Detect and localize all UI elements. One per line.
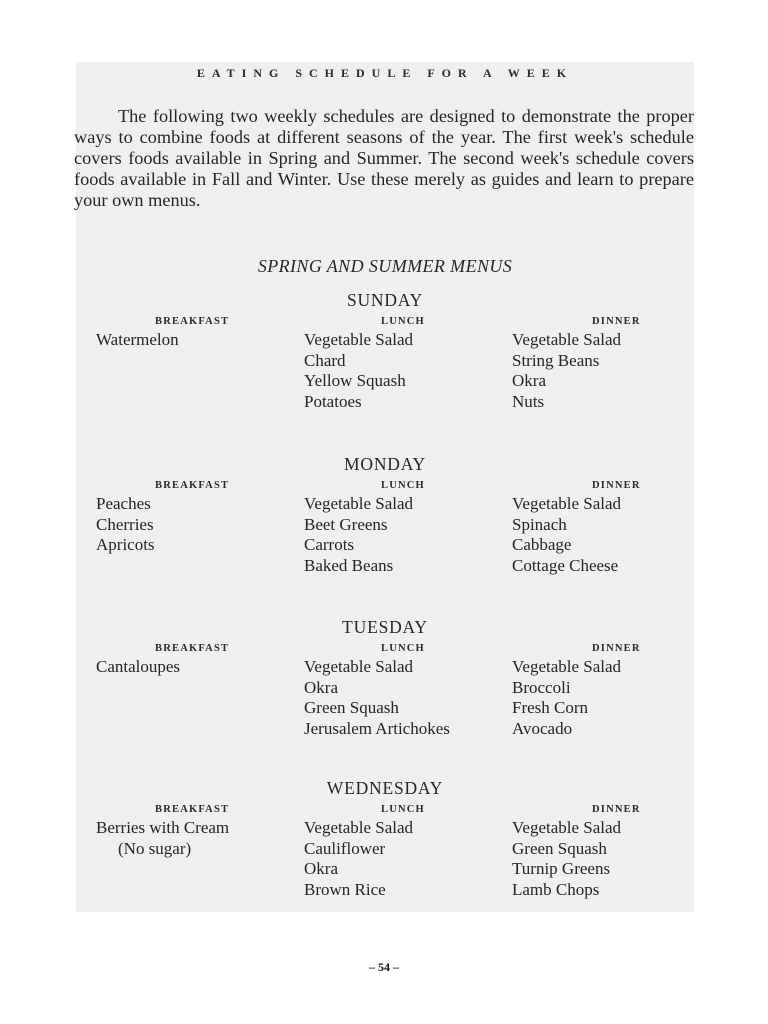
menu-item: Watermelon: [96, 330, 179, 349]
dinner-column: [512, 643, 692, 739]
dinner-items: [512, 818, 692, 900]
menu-item: Cottage Cheese: [512, 555, 619, 575]
dinner-label: DINNER: [592, 316, 641, 327]
menu-item: Okra: [512, 371, 546, 390]
lunch-column: [304, 804, 504, 900]
lunch-label: LUNCH: [381, 480, 425, 491]
menu-item: Yellow Squash: [304, 371, 406, 390]
dinner-column: [512, 804, 692, 900]
dinner-items: [512, 330, 692, 412]
section-title: SPRING AND SUMMER MENUS: [257, 256, 513, 276]
breakfast-label: BREAKFAST: [155, 480, 230, 491]
menu-item: Turnip Greens: [512, 859, 611, 878]
breakfast-items: [96, 818, 296, 859]
menu-item: Cantaloupes: [96, 657, 181, 676]
breakfast-column: [96, 480, 296, 556]
menu-item: Vegetable Salad: [304, 657, 414, 676]
menu-item: Baked Beans: [304, 555, 394, 575]
day-monday: [76, 454, 694, 604]
day-wednesday: [76, 778, 694, 928]
menu-item: Cauliflower: [304, 838, 386, 858]
lunch-label: LUNCH: [381, 316, 425, 327]
dinner-column: [512, 480, 692, 576]
menu-item: Green Squash: [512, 838, 607, 858]
lunch-column: [304, 643, 504, 739]
dinner-label: DINNER: [592, 804, 641, 815]
menu-item: Spinach: [512, 514, 567, 534]
menu-item: Brown Rice: [304, 879, 386, 899]
lunch-label: LUNCH: [381, 804, 425, 815]
menu-item: Vegetable Salad: [304, 818, 414, 837]
menu-item: Green Squash: [304, 698, 399, 717]
breakfast-column: [96, 316, 296, 351]
breakfast-items: [96, 494, 296, 556]
menu-item: Lamb Chops: [512, 879, 600, 899]
day-name: TUESDAY: [342, 617, 428, 637]
menu-item: Vegetable Salad: [512, 330, 622, 349]
dinner-label: DINNER: [592, 480, 641, 491]
breakfast-items: [96, 330, 296, 351]
menu-item: String Beans: [512, 350, 600, 370]
breakfast-column: [96, 643, 296, 678]
menu-item: Jerusalem Artichokes: [304, 718, 450, 738]
breakfast-column: [96, 804, 296, 859]
menu-item: Peaches: [96, 494, 151, 513]
menu-item: Vegetable Salad: [512, 657, 622, 676]
day-name: MONDAY: [344, 454, 426, 474]
menu-item: Carrots: [304, 535, 355, 554]
menu-item: Beet Greens: [304, 514, 388, 534]
menu-item: Vegetable Salad: [512, 818, 622, 837]
dinner-column: [512, 316, 692, 412]
intro-paragraph: The following two weekly schedules are designed to demonstrate the proper ways to combine foods at different seasons of the year. The first week's schedule covers foods available in Spring and Summer. The second week's schedule covers foods available in Fall and Winter. Use these merely as guides and learn to prepare your own menus.: [74, 106, 694, 210]
menu-item: Chard: [304, 350, 346, 370]
menu-item: Fresh Corn: [512, 698, 589, 717]
breakfast-items: [96, 657, 296, 678]
menu-item: Potatoes: [304, 391, 362, 411]
menu-item: Vegetable Salad: [304, 330, 414, 349]
menu-item: Vegetable Salad: [304, 494, 414, 513]
dinner-items: [512, 494, 692, 576]
lunch-items: [304, 330, 504, 412]
menu-item: Berries with Cream: [96, 818, 230, 837]
menu-item: Broccoli: [512, 677, 571, 697]
menu-item: Cabbage: [512, 535, 572, 554]
menu-item: Apricots: [96, 535, 155, 554]
menu-item: Okra: [304, 677, 338, 697]
menu-item: Nuts: [512, 391, 545, 411]
lunch-column: [304, 316, 504, 412]
lunch-column: [304, 480, 504, 576]
dinner-label: DINNER: [592, 643, 641, 654]
menu-item: Okra: [304, 859, 338, 878]
menu-item: Cherries: [96, 514, 154, 534]
page-number: – 54 –: [369, 960, 399, 974]
breakfast-label: BREAKFAST: [155, 643, 230, 654]
lunch-items: [304, 818, 504, 900]
day-name: WEDNESDAY: [326, 778, 444, 798]
scanned-page: [76, 62, 694, 912]
menu-item: Avocado: [512, 718, 573, 738]
day-tuesday: [76, 617, 694, 767]
menu-item: (No sugar): [118, 838, 192, 858]
lunch-items: [304, 657, 504, 739]
dinner-items: [512, 657, 692, 739]
lunch-items: [304, 494, 504, 576]
day-name: SUNDAY: [346, 290, 424, 310]
day-sunday: [76, 290, 694, 440]
breakfast-label: BREAKFAST: [155, 316, 230, 327]
breakfast-label: BREAKFAST: [155, 804, 230, 815]
menu-item: Vegetable Salad: [512, 494, 622, 513]
running-head: EATING SCHEDULE FOR A WEEK: [196, 66, 574, 80]
lunch-label: LUNCH: [381, 643, 425, 654]
